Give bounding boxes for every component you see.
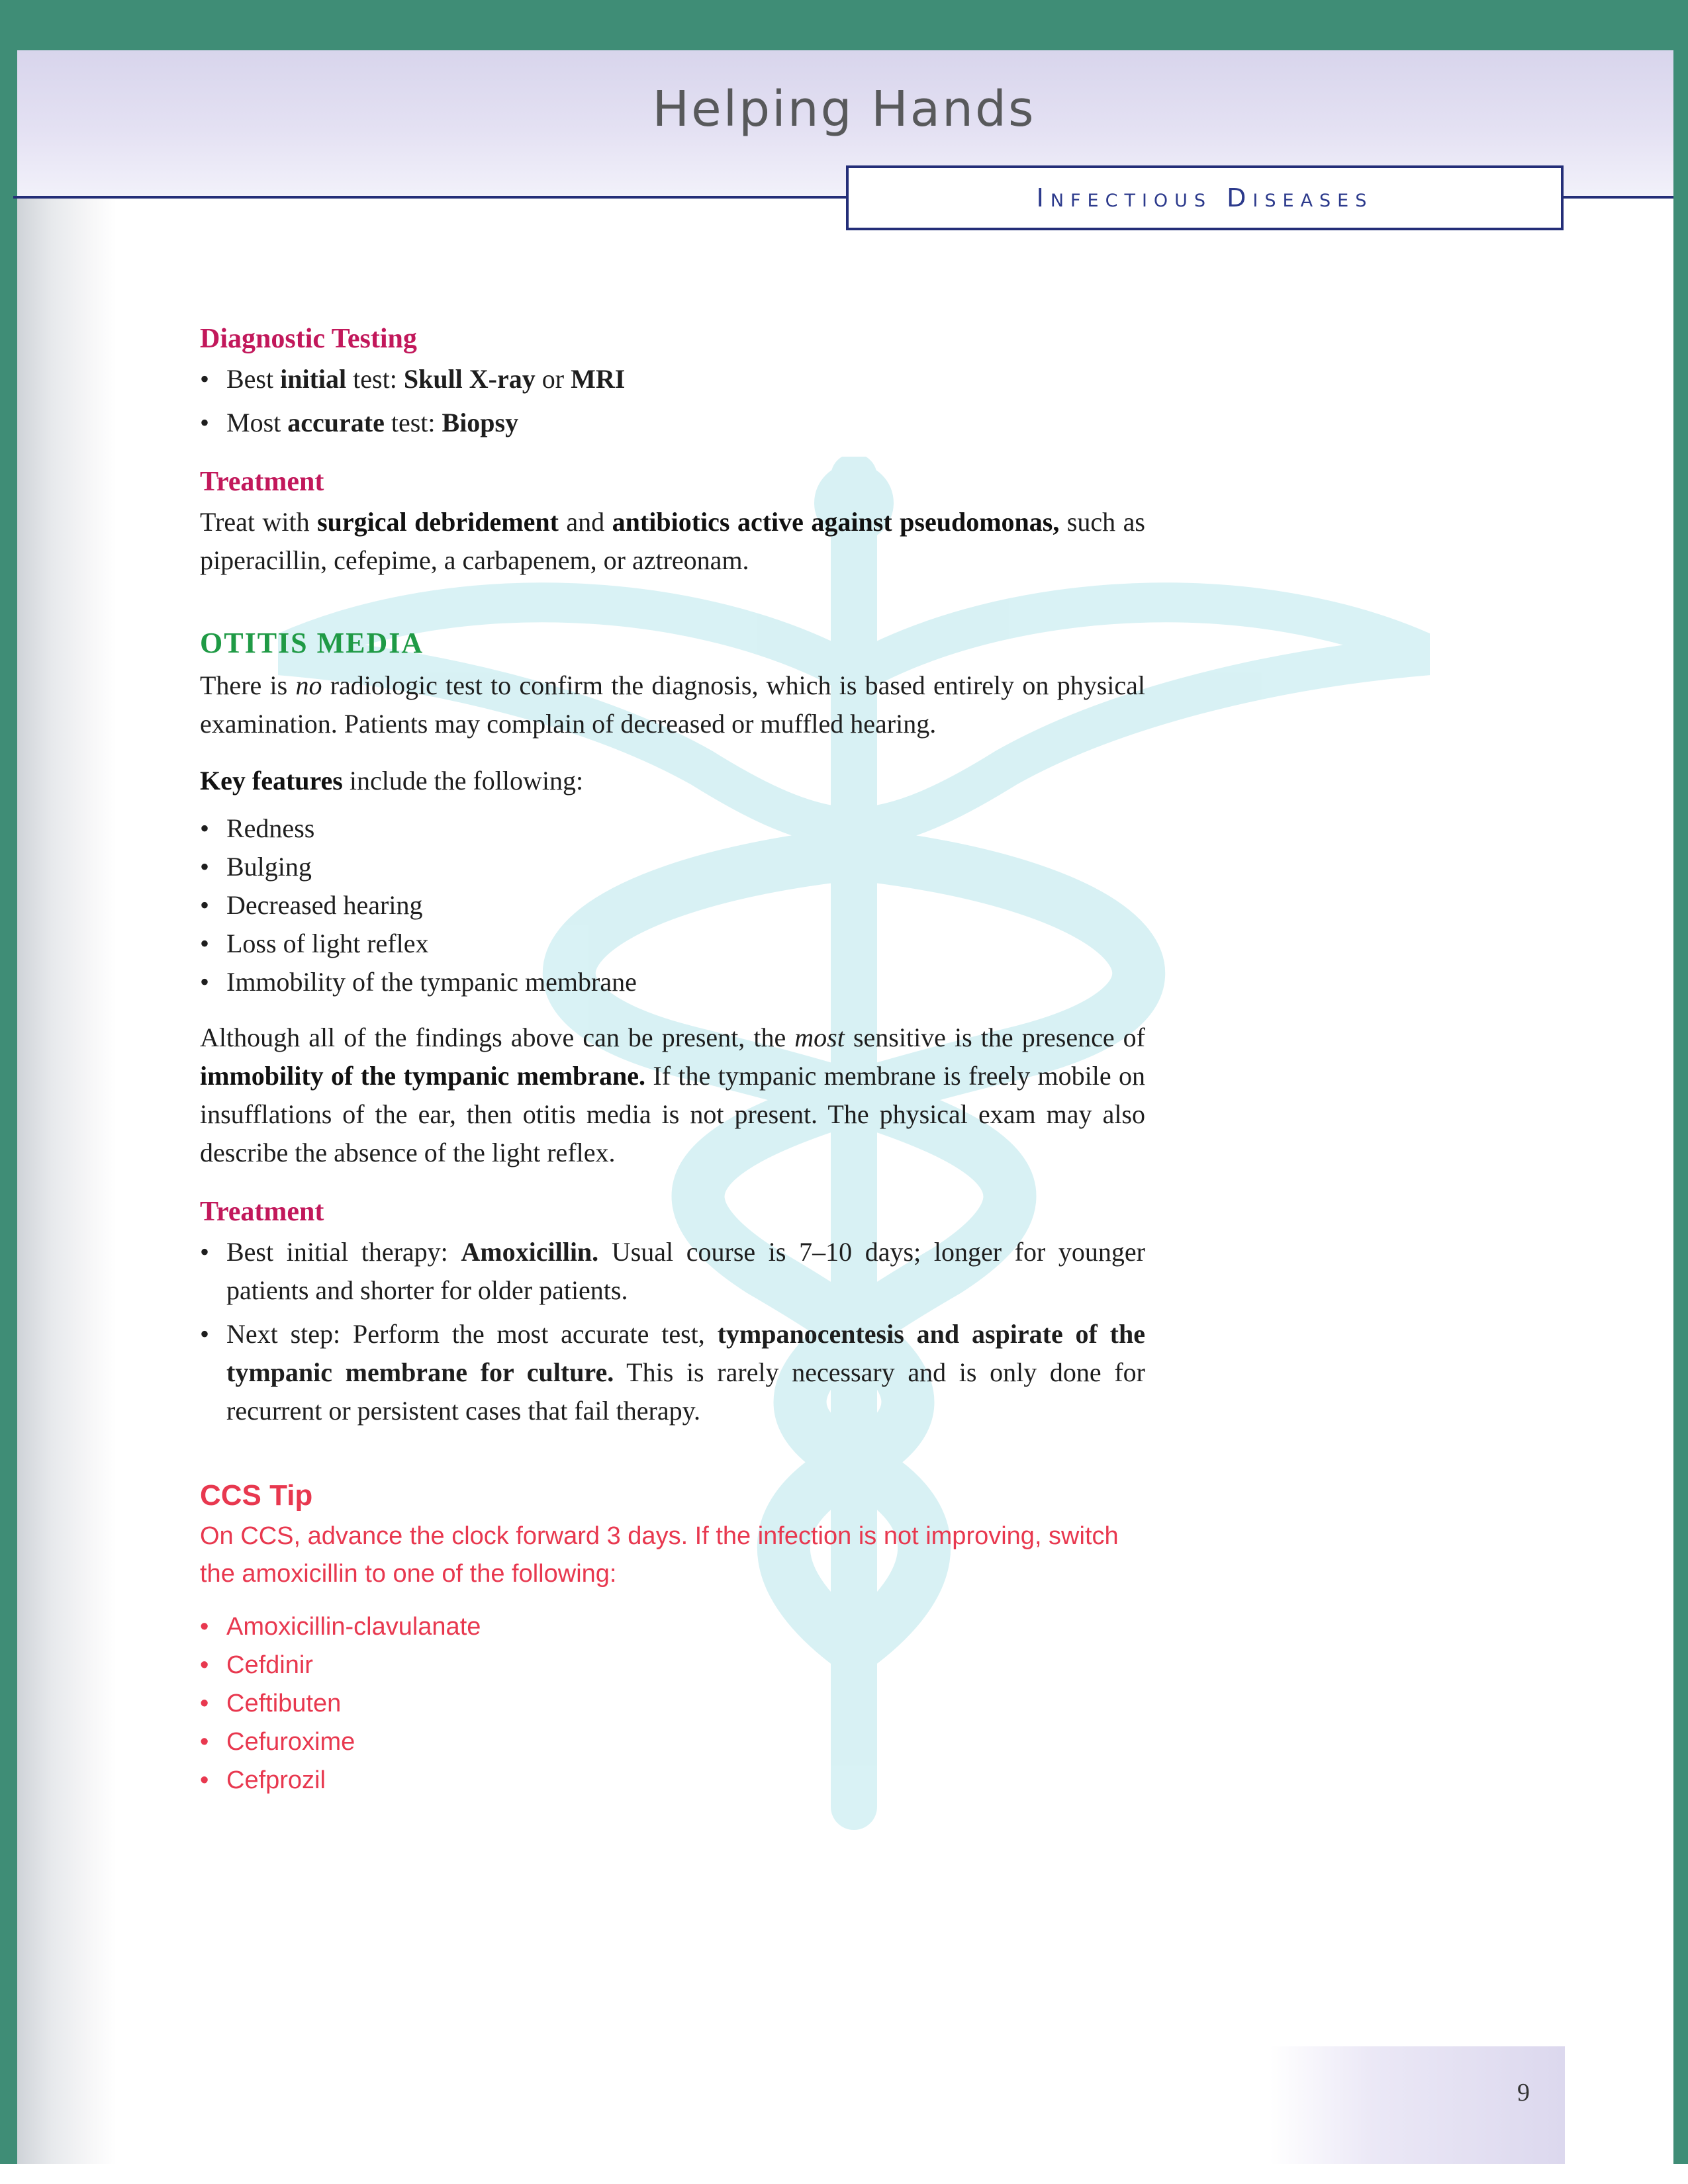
header-rule bbox=[1564, 196, 1673, 199]
key-features-list bbox=[200, 809, 1145, 1001]
otitis-media-heading: OTITIS MEDIA bbox=[200, 627, 424, 659]
scan-frame-right bbox=[1673, 0, 1688, 2184]
key-features-line: Key features include the following: bbox=[200, 766, 584, 796]
list-item: • Cefprozil bbox=[200, 1761, 1145, 1799]
ccs-tip-paragraph: On CCS, advance the clock forward 3 days. If the infection is not improving, switch the amoxicillin to one of the following: bbox=[200, 1522, 1119, 1588]
chapter-label-box bbox=[846, 165, 1564, 230]
treatment-list bbox=[200, 1233, 1145, 1430]
list-item: • Bulging bbox=[200, 848, 1145, 886]
list-item: • Amoxicillin-clavulanate bbox=[200, 1608, 1145, 1646]
diagnostic-list bbox=[200, 360, 1145, 442]
sensitivity-paragraph: Although all of the findings above can be present, the most sensitive is the presence of immobility of the tympanic membrane. If the tympanic membrane is freely mobile on insufflations of the ear, then otitis media is not present. The physical exam may also describe the absence of the light reflex. bbox=[200, 1023, 1146, 1167]
page-binding-shadow bbox=[17, 50, 117, 2164]
list-item: • Cefuroxime bbox=[200, 1723, 1145, 1761]
list-item: • Decreased hearing bbox=[200, 886, 1145, 925]
page-content bbox=[200, 323, 1145, 1799]
header-rule bbox=[13, 196, 847, 199]
ccs-tip-heading: CCS Tip bbox=[200, 1479, 313, 1512]
treatment-heading: Treatment bbox=[200, 467, 324, 497]
scan-frame-top bbox=[0, 0, 1688, 50]
list-item: • Redness bbox=[200, 809, 1145, 848]
page-number: 9 bbox=[1517, 2079, 1530, 2107]
book-title: Helping Hands bbox=[652, 81, 1036, 138]
treatment-paragraph: Treat with surgical debridement and antibiotics active against pseudomonas, such as piperacillin, cefepime, a carbapenem, or aztreonam. bbox=[200, 507, 1146, 575]
diagnostic-testing-heading: Diagnostic Testing bbox=[200, 324, 417, 354]
treatment-heading: Treatment bbox=[200, 1197, 324, 1227]
list-item: • Immobility of the tympanic membrane bbox=[200, 963, 1145, 1001]
chapter-label: Infectious Diseases bbox=[1036, 183, 1374, 212]
list-item: • Best initial therapy: Amoxicillin. Usual course is 7–10 days; longer for younger patients and shorter for older patients. bbox=[200, 1233, 1145, 1310]
list-item: • Ceftibuten bbox=[200, 1684, 1145, 1723]
list-item: • Loss of light reflex bbox=[200, 925, 1145, 963]
ccs-tip-list bbox=[200, 1608, 1145, 1799]
list-item: • Best initial test: Skull X-ray or MRI bbox=[200, 360, 1145, 398]
list-item: • Most accurate test: Biopsy bbox=[200, 404, 1145, 442]
list-item: • Cefdinir bbox=[200, 1646, 1145, 1684]
list-item: • Next step: Perform the most accurate test, tympanocentesis and aspirate of the tympanic membrane for culture. This is rarely necessary and is only done for recurrent or persistent cases that fail therapy. bbox=[200, 1315, 1145, 1430]
scan-frame-left bbox=[0, 0, 17, 2184]
otitis-intro-paragraph: There is no radiologic test to confirm the diagnosis, which is based entirely on physical examination. Patients may complain of decreased or muffled hearing. bbox=[200, 670, 1145, 739]
scan-frame-bottom bbox=[0, 2164, 1688, 2184]
